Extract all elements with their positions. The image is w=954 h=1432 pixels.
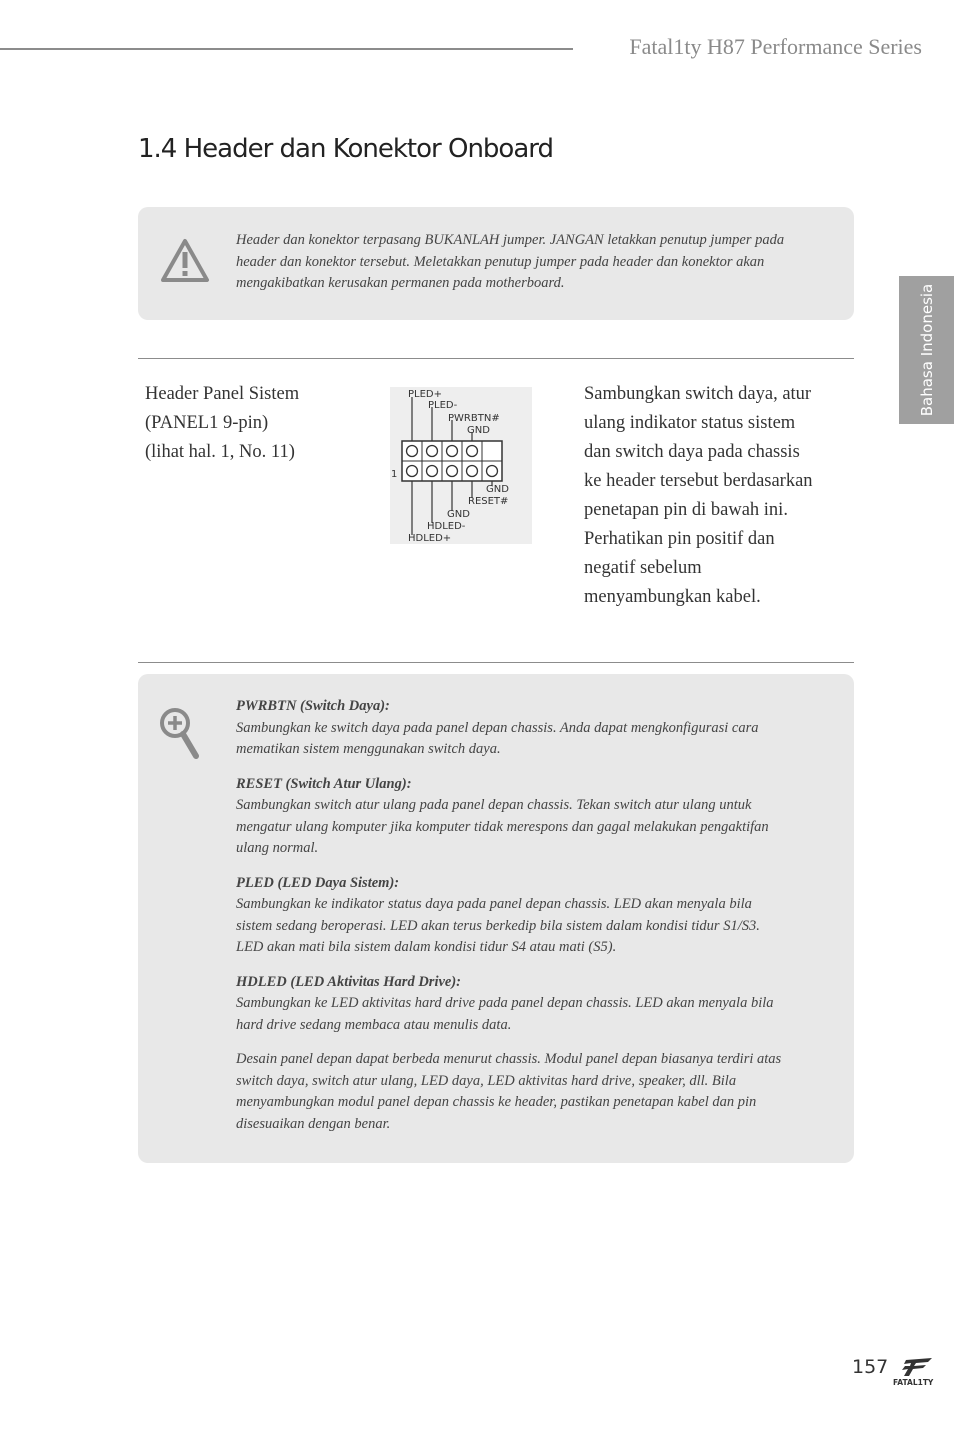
pin — [447, 446, 458, 457]
caution-box — [138, 207, 854, 320]
header-name-line: (lihat hal. 1, No. 11) — [145, 442, 295, 462]
info-item-text: Sambungkan ke LED aktivitas hard drive pada panel depan chassis. LED akan menyala bila hard drive sedang membaca atau menulis data. — [236, 995, 774, 1033]
pin — [407, 446, 418, 457]
table-top-rule — [138, 358, 854, 359]
info-item-text: Sambungkan ke indikator status daya pada panel depan chassis. LED akan menyala bila sistem sedang beroperasi. LED akan terus berkedip bila sistem dalam kondisi tidur S1/S3. LED akan mati bila sistem dalam kondisi tidur S4 atau mati (S5). — [236, 896, 760, 955]
warning-triangle-icon — [160, 237, 210, 283]
header-name-line: Header Panel Sistem — [145, 384, 300, 404]
info-box — [138, 674, 854, 1163]
gnd-bottom-label: GND — [447, 509, 470, 520]
info-item-text: Sambungkan switch atur ulang pada panel depan chassis. Tekan switch atur ulang untuk mengatur ulang komputer jika komputer tidak merespons dan gagal melakukan pengaktifan ulang normal. — [236, 797, 769, 856]
info-item — [236, 873, 786, 959]
info-item-title: PWRBTN (Switch Daya): — [236, 698, 390, 714]
pin — [467, 446, 478, 457]
info-content — [236, 696, 786, 1135]
info-item-title: PLED (LED Daya Sistem): — [236, 874, 400, 891]
hdled-minus-label: HDLED- — [427, 521, 466, 532]
caution-text: Header dan konektor terpasang BUKANLAH jumper. JANGAN letakkan penutup jumper pada header dan konektor tersebut. Meletakkan penutup jumper pada header dan konektor akan mengakibatkan kerusakan permanen pada motherboard. — [236, 232, 785, 291]
info-item-title: RESET (Switch Atur Ulang): — [236, 775, 412, 792]
series-title: Fatal1ty H87 Performance Series — [629, 34, 922, 59]
header-name-line: (PANEL1 9-pin) — [145, 413, 269, 433]
pin1-marker: 1 — [391, 469, 398, 480]
table-bottom-rule — [138, 662, 854, 663]
panel1-pin-diagram — [390, 387, 532, 544]
logo-text: FATAL1TY — [893, 1378, 934, 1387]
magnifier-plus-icon — [158, 706, 202, 760]
pin — [447, 466, 458, 477]
pin — [487, 466, 498, 477]
gnd-top-label: GND — [467, 425, 490, 436]
header-description: Sambungkan switch daya, atur ulang indikator status sistem dan switch daya pada chassis ke header tersebut berdasarkan penetapan pin di bawah ini. Perhatikan pin positif dan negatif sebelum menyambungkan kabel. — [584, 384, 813, 607]
pwrbtn-label: PWRBTN# — [448, 413, 500, 424]
pin — [427, 466, 438, 477]
info-item-text: Sambungkan ke switch daya pada panel depan chassis. Anda dapat mengkonfigurasi cara mematikan sistem menggunakan switch daya. — [236, 719, 759, 757]
info-item — [236, 972, 786, 1037]
header-name — [145, 380, 385, 467]
language-tab-label: Bahasa Indonesia — [917, 283, 936, 417]
hdled-plus-label: HDLED+ — [408, 533, 452, 544]
pled-minus-label: PLED- — [428, 400, 458, 411]
info-item — [236, 696, 786, 761]
gnd-right-label: GND — [486, 484, 509, 495]
pin — [427, 446, 438, 457]
pin — [467, 466, 478, 477]
header-rule — [0, 48, 573, 50]
pin — [407, 466, 418, 477]
info-final-text: Desain panel depan dapat berbeda menurut chassis. Modul panel depan biasanya terdiri atas switch daya, switch atur ulang, LED daya, LED aktivitas hard drive, speaker, dll. Bila menyambungkan modul panel depan chassis ke header, pastikan penetapan kabel dan pin disesuaikan dengan benar. — [236, 1051, 782, 1132]
info-item-title: HDLED (LED Aktivitas Hard Drive): — [236, 973, 461, 990]
reset-label: RESET# — [468, 496, 509, 507]
fatal1ty-logo-icon — [892, 1354, 942, 1388]
info-item — [236, 774, 786, 860]
page-number: 157 — [852, 1356, 889, 1378]
pled-plus-label: PLED+ — [408, 389, 442, 400]
language-tab — [899, 276, 954, 424]
section-title: 1.4 Header dan Konektor Onboard — [138, 134, 553, 164]
pin-diagram-svg — [390, 387, 532, 544]
